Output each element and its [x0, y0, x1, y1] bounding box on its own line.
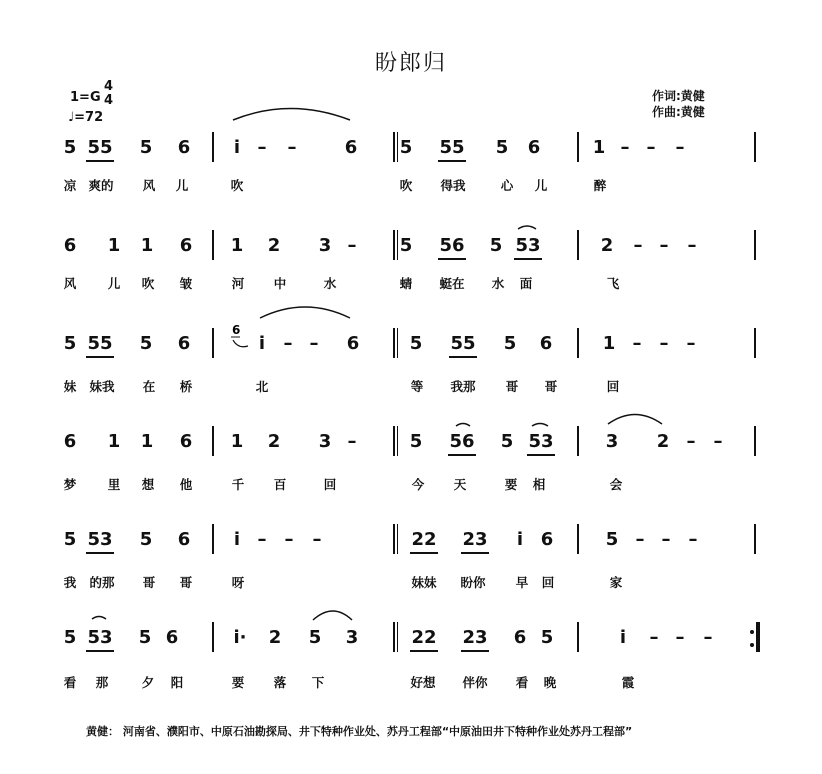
lyric: 蜓在 [439, 276, 465, 291]
lyric: 飞 [606, 276, 620, 291]
lyric: 要 [504, 477, 518, 492]
note: 5 [399, 235, 413, 256]
note: 1 [140, 431, 154, 452]
key-signature: 1=G [70, 90, 101, 105]
lyric: 面 [519, 276, 533, 291]
lyric: 凉 [63, 178, 77, 193]
note: 5 [399, 137, 413, 158]
note: 1 [107, 431, 121, 452]
slur [260, 307, 350, 318]
lyric: 会 [609, 477, 623, 492]
slur [92, 617, 106, 620]
note: – [688, 529, 698, 550]
note: 1 [230, 431, 244, 452]
note: 5 [409, 431, 423, 452]
lyric: 落 [273, 675, 287, 690]
note: – [347, 431, 357, 452]
lyric: 晚 [543, 675, 557, 690]
note: 6 [177, 333, 191, 354]
note: 55 [450, 333, 476, 354]
note: 5 [500, 431, 514, 452]
note: 56 [439, 235, 465, 256]
lyric: 妹 [63, 379, 77, 394]
song-title: 盼郎归 [374, 51, 447, 76]
grace-note: 6 [232, 323, 241, 337]
note: i [619, 627, 627, 648]
slur [313, 611, 352, 620]
lyric: 哥 [505, 379, 519, 394]
lyric: 河 [231, 276, 245, 291]
grace-slur [233, 340, 248, 347]
lyric: 北 [255, 379, 269, 394]
note: – [646, 137, 656, 158]
note: 5 [63, 627, 77, 648]
lyric: 妹妹 [411, 575, 437, 590]
note: 53 [87, 627, 113, 648]
note: i [516, 529, 524, 550]
lyric: 霞 [621, 675, 635, 690]
lyric: 好想 [410, 675, 436, 690]
time-top: 4 [104, 79, 114, 94]
note: 1 [230, 235, 244, 256]
lyric: 蜻 [399, 276, 413, 291]
note: 5 [63, 333, 77, 354]
lyric: 我 [63, 575, 77, 590]
note: – [703, 627, 713, 648]
note: – [257, 137, 267, 158]
lyric: 风 [63, 276, 77, 291]
lyric: 儿 [175, 178, 189, 193]
note: – [309, 333, 319, 354]
lyric: 醉 [593, 178, 607, 193]
note: 22 [411, 529, 437, 550]
note: 2 [268, 627, 282, 648]
slur [233, 109, 350, 121]
lyric: 那 [95, 675, 109, 690]
lyric: 吹 [230, 178, 244, 193]
lyric: 桥 [179, 379, 193, 394]
note: 56 [449, 431, 475, 452]
note: 5 [63, 137, 77, 158]
lyric: 夕 [141, 675, 155, 690]
note: 3 [318, 431, 332, 452]
note: i· [233, 627, 247, 648]
note: 6 [527, 137, 541, 158]
note: 5 [409, 333, 423, 354]
note: – [633, 235, 643, 256]
slur [456, 424, 470, 427]
note: 6 [346, 333, 360, 354]
lyric: 要 [231, 675, 245, 690]
note: – [675, 137, 685, 158]
note: – [661, 529, 671, 550]
note: 5 [495, 137, 509, 158]
note: 5 [139, 137, 153, 158]
note: 6 [513, 627, 527, 648]
lyric: 儿 [107, 276, 121, 291]
note: 5 [138, 627, 152, 648]
lyric: 水 [491, 276, 505, 291]
lyric: 等 [410, 379, 424, 394]
lyric: 早 [515, 575, 529, 590]
note: 6 [177, 137, 191, 158]
lyric: 盼你 [460, 575, 486, 590]
lyric: 回 [541, 575, 555, 590]
repeat-dot [750, 643, 754, 647]
note: 6 [539, 333, 553, 354]
note: 5 [63, 529, 77, 550]
lyric: 千 [231, 477, 245, 492]
lyric: 吹 [399, 178, 413, 193]
note: – [675, 627, 685, 648]
note: – [686, 333, 696, 354]
note: 6 [177, 529, 191, 550]
note: 3 [345, 627, 359, 648]
lyric: 得我 [440, 178, 466, 193]
note: – [347, 235, 357, 256]
note: 5 [540, 627, 554, 648]
lyric: 爽的 [88, 178, 114, 193]
note: 53 [528, 431, 554, 452]
lyric: 回 [323, 477, 337, 492]
footer-credit: 黄健： 河南省、濮阳市、中原石油勘探局、井下特种作业处、苏丹工程部“中原油田井下特种作业处苏丹工程部” [86, 725, 633, 738]
note: 55 [87, 333, 113, 354]
note: 2 [600, 235, 614, 256]
note: 3 [605, 431, 619, 452]
lyric: 哥 [142, 575, 156, 590]
lyric: 呀 [231, 575, 245, 590]
note: – [632, 333, 642, 354]
lyric: 今 [411, 477, 425, 492]
note: – [312, 529, 322, 550]
lyric: 吹 [141, 276, 155, 291]
note: i [233, 529, 241, 550]
note: – [635, 529, 645, 550]
note: 5 [605, 529, 619, 550]
lyric: 相 [532, 477, 546, 492]
note: – [713, 431, 723, 452]
tempo-value: =72 [74, 110, 104, 125]
note: 5 [139, 529, 153, 550]
note: 55 [439, 137, 465, 158]
note: 1 [602, 333, 616, 354]
note: 6 [179, 431, 193, 452]
note: 6 [165, 627, 179, 648]
note: – [687, 235, 697, 256]
lyric: 想 [141, 477, 155, 492]
note: 5 [489, 235, 503, 256]
note: 53 [515, 235, 541, 256]
note: – [686, 431, 696, 452]
note: 6 [63, 235, 77, 256]
note: – [659, 333, 669, 354]
note: i [258, 333, 266, 354]
lyric: 水 [323, 276, 337, 291]
note: – [284, 529, 294, 550]
composer-credit: 作曲:黄健 [652, 105, 705, 119]
note: 6 [63, 431, 77, 452]
lyric: 我那 [450, 379, 476, 394]
lyric: 在 [142, 379, 156, 394]
slur [518, 226, 536, 229]
note: – [620, 137, 630, 158]
note: 6 [344, 137, 358, 158]
note: 22 [411, 627, 437, 648]
note: – [649, 627, 659, 648]
lyric: 里 [107, 477, 121, 492]
lyricist-credit: 作词:黄健 [652, 89, 705, 103]
note: 5 [503, 333, 517, 354]
note: 23 [462, 627, 488, 648]
note: 3 [318, 235, 332, 256]
lyric: 皱 [179, 276, 193, 291]
lyric: 家 [609, 575, 623, 590]
lyric: 的那 [89, 575, 115, 590]
note: 1 [140, 235, 154, 256]
lyric: 梦 [63, 477, 77, 492]
note: 2 [656, 431, 670, 452]
note: 6 [540, 529, 554, 550]
lyric: 百 [273, 477, 287, 492]
lyric: 哥 [179, 575, 193, 590]
lyric: 哥 [544, 379, 558, 394]
lyric: 妹我 [89, 379, 115, 394]
note: – [287, 137, 297, 158]
lyric: 下 [311, 675, 325, 690]
slur [532, 424, 548, 427]
lyric: 看 [515, 675, 529, 690]
lyric: 风 [142, 178, 156, 193]
note: 23 [462, 529, 488, 550]
lyric: 看 [63, 675, 77, 690]
note: 53 [87, 529, 113, 550]
slur [608, 415, 662, 425]
note: – [283, 333, 293, 354]
repeat-dot [750, 630, 754, 634]
lyric: 伴你 [462, 675, 488, 690]
note: – [659, 235, 669, 256]
note: 55 [87, 137, 113, 158]
quarter-note-icon: ♩ [68, 110, 75, 125]
lyric: 儿 [534, 178, 548, 193]
lyric: 天 [453, 477, 467, 492]
note: 2 [267, 431, 281, 452]
note: i [233, 137, 241, 158]
note: 5 [308, 627, 322, 648]
note: 1 [107, 235, 121, 256]
note: 5 [139, 333, 153, 354]
lyric: 心 [500, 178, 514, 193]
lyric: 回 [606, 379, 620, 394]
lyric: 阳 [170, 675, 184, 690]
note: 1 [592, 137, 606, 158]
note: – [257, 529, 267, 550]
note: 2 [267, 235, 281, 256]
lyric: 中 [273, 276, 287, 291]
time-bottom: 4 [104, 93, 114, 108]
lyric: 他 [179, 477, 193, 492]
note: 6 [179, 235, 193, 256]
